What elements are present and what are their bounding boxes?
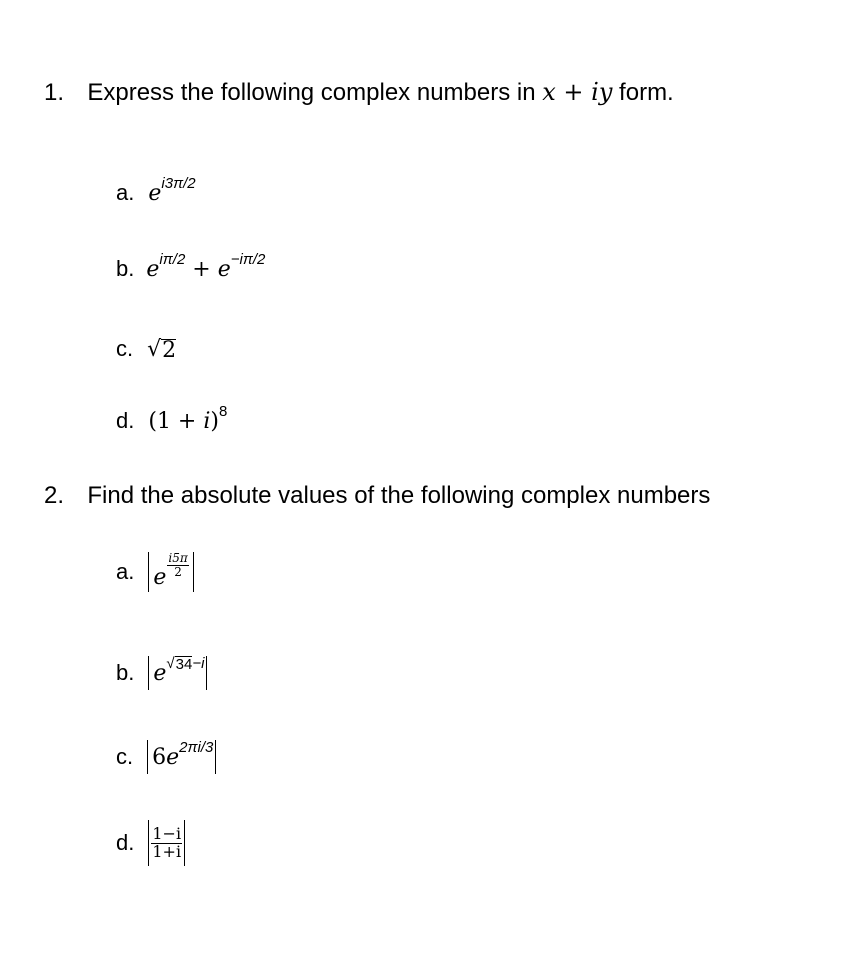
q1-item-c-radical: √ — [147, 336, 162, 362]
q1-item-c-sqrt — [147, 337, 176, 362]
q2-item-b-abs-left — [148, 656, 149, 690]
q1-item-a-label: a. — [116, 180, 135, 205]
q2-item-c-exponent: 2πi/3 — [179, 738, 214, 756]
question-1-math-plus: + — [555, 78, 592, 106]
question-1-math-x: x — [542, 78, 556, 106]
q2-item-d-den: 1+i — [152, 841, 182, 861]
q2-item-c-base: e — [166, 744, 180, 770]
q2-item-c-abs-left — [147, 740, 148, 774]
q2-item-b-exp-radical: √ — [166, 654, 175, 672]
q2-item-d-label: d. — [116, 830, 135, 855]
q1-item-b-exponent1: iπ/2 — [159, 250, 186, 268]
q2-item-b-exp-sqrt — [166, 655, 192, 672]
q2-item-a — [116, 552, 194, 592]
question-1-math-iy: iy — [591, 78, 613, 106]
q1-item-b — [116, 250, 266, 282]
q1-item-b-base2: e — [217, 256, 231, 282]
q1-item-a-exponent: i3π/2 — [161, 174, 196, 192]
q1-item-d — [116, 402, 228, 434]
q2-item-b-exponent — [166, 655, 204, 672]
q1-item-b-exponent2: −iπ/2 — [230, 250, 266, 268]
q2-item-b-exp-rest: −i — [192, 654, 205, 672]
q1-item-a — [116, 174, 196, 206]
question-1-number: 1. — [44, 79, 65, 106]
q1-item-c-label: c. — [116, 336, 134, 361]
q2-item-d-fraction — [151, 823, 182, 861]
q2-item-c-abs-right — [215, 740, 216, 774]
q2-item-a-exp-num: i5π — [168, 551, 188, 565]
question-1-text-after: form. — [612, 79, 674, 106]
question-1-text-before: Express the following complex numbers in — [87, 79, 543, 106]
q1-item-d-label: d. — [116, 408, 135, 433]
q1-item-d-exponent: 8 — [219, 402, 228, 420]
q2-item-a-abs-right — [193, 552, 194, 592]
q1-item-b-label: b. — [116, 256, 135, 281]
q1-item-b-base1: e — [146, 256, 160, 282]
question-1-heading — [44, 78, 674, 107]
q2-item-a-exponent — [167, 552, 188, 578]
q1-item-d-close: ) — [210, 408, 219, 434]
q2-item-d-num: 1−i — [152, 823, 182, 843]
question-2-text: Find the absolute values of the following complex numbers — [87, 482, 711, 509]
q2-item-d-abs-right — [184, 820, 185, 866]
q1-item-d-expr: (1 + — [148, 408, 204, 434]
q2-item-b-label: b. — [116, 660, 135, 685]
q1-item-a-base: e — [148, 180, 162, 206]
question-2-number: 2. — [44, 482, 65, 509]
q2-item-a-label: a. — [116, 559, 135, 584]
q2-item-b-exp-radicand: 34 — [175, 655, 193, 673]
q2-item-d-abs-left — [148, 820, 149, 866]
question-2-heading — [44, 482, 710, 510]
q2-item-c-coef: 6 — [152, 744, 167, 770]
q2-item-d — [116, 820, 185, 866]
q1-item-c — [116, 336, 176, 362]
q2-item-c — [116, 740, 216, 774]
q2-item-b-base: e — [153, 660, 167, 686]
q1-item-c-radicand: 2 — [162, 337, 177, 363]
q2-item-c-label: c. — [116, 744, 134, 769]
q2-item-a-base: e — [153, 565, 167, 590]
q2-item-b — [116, 656, 207, 690]
q1-item-d-i: i — [203, 408, 211, 434]
q2-item-a-abs-left — [148, 552, 149, 592]
q2-item-a-exp-den: 2 — [174, 564, 182, 579]
q2-item-b-abs-right — [206, 656, 207, 690]
q1-item-b-op: + — [185, 256, 218, 282]
